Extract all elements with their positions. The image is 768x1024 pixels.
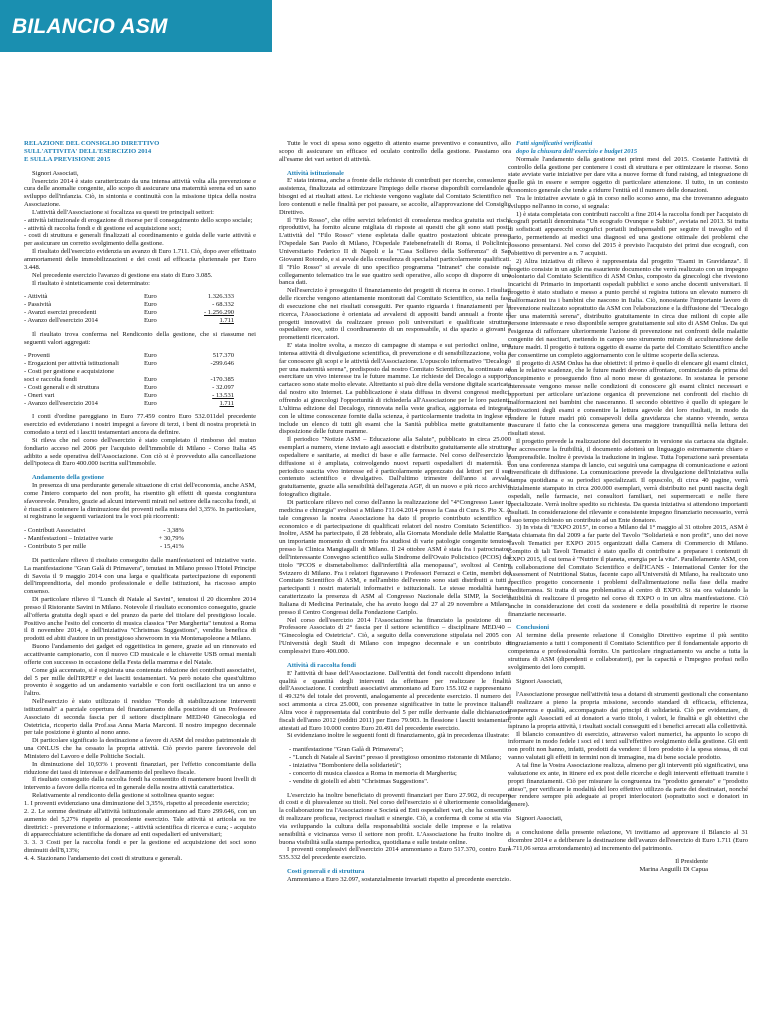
paragraph: Il bilancio consuntivo di esercizio, attraverso valori numerici, ha appunto lo scopo di informare in modo fedele i soci ed i terzi sull'effettivo svolgimento della gestione. Gli enti non profit non hanno, infatti, prodotti da vendere: il loro prodotto è la spesa stessa, di cui vanno valutati gli effetti in termini non di immagine, ma di bene sociale prodotto. [508, 730, 748, 762]
signature-title: Il Presidente [675, 858, 708, 866]
paragraph: Il "Filo Rosso", che offre servizi telefonici di consulenza medica gratuita sui rischi riproduttivi, ha fornito alcune migliaia di risposte ai quesiti che gli sono stati posti. L'attività del "Filo Rosso" viene espletata dalle quattro postazioni ubicate presso l'Ospedale San Paolo di Milano, l'Ospedale Fatebenefratelli di Roma, il Policlinico Universitario Federico II di Napoli e la "Casa Sollievo della Sofferenza" di San Giovanni Rotondo, e si avvale della consulenza di specialisti particolarmente qualificati. Il "Filo Rosso" si avvale di uno specifico programma "Intranet" che consiste nel collegamento telematico tra le sue quattro sedi operative, allo scopo di disporre di una banca dati. [279, 216, 511, 287]
table-row: - Erogazioni per attività istituzionali Euro -299.646 [24, 360, 234, 368]
paragraph: Ammontano a Euro 32.097, sostanzialmente invariati rispetto al precedente esercizio. [287, 875, 511, 883]
section-heading: Conclusioni [516, 624, 550, 632]
table-row: - Attività Euro 1.326.333 [24, 293, 234, 301]
table-row: - Costi generali e di struttura Euro - 32.097 [24, 383, 234, 391]
paragraph: - costi di struttura e generali finalizzati al coordinamento e guida delle varie attività e per assicurare un corretto svolgimento della gestione. [24, 232, 256, 248]
paragraph: Normale l'andamento della gestione nei primi mesi del 2015. Costante l'attività di controllo della gestione per contenere i costi di struttura e per ottimizzare le risorse. Sono state avviate varie iniziative per dare vita a nuove forme di fund raising, ad integrazione di quelle già in essere e sempre oggetto di particolare attenzione. Il tutto, in un contesto economico generale che tende a ridurre l'entità ed il numero delle donazioni. [508, 155, 748, 195]
table-row: - Avanzi esercizi precedenti Euro - 1.256.290 [24, 309, 234, 317]
result-table [24, 293, 234, 324]
table-row: - Proventi Euro 517.370 [24, 352, 234, 360]
paragraph: E' l'attività di base dell'Associazione. Dall'entità dei fondi raccolti dipendono infatti qualità e quantità degli interventi da effettuare per realizzare le finalità dell'Associazione. I contributi associativi ammontano ad Euro 155.102 e rappresentano il 49.32% del totale dei proventi, analogamente al precedente esercizio. Il numero dei soci ammonta a circa 25.000, con presenze significative in tutte le province italiane. Altra voce è rappresentata dal contributo del 5 per mille derivante dalle dichiarazioni fiscali dell'anno 2012 (redditi 2011) per Euro 79.903. In flessione i lasciti testamentari, attestati ad Euro 10.000 contro Euro 20.491 del precedente esercizio. [279, 669, 511, 732]
paragraph: Nel precedente esercizio l'avanzo di gestione era stato di Euro 3.085. [32, 271, 213, 279]
section-heading: dopo la chiusura dell'esercizio e budget 2015 [516, 147, 638, 155]
greeting: Signori Associati, [516, 677, 563, 685]
greeting: Signori Associati, [32, 169, 79, 177]
section-heading: Costi generali e di struttura [287, 868, 365, 876]
paragraph: Nel corso dell'esercizio 2014 l'Associazione ha finanziato la posizione di un Professore Associato di 2° fascia per il settore scientifico – disciplinare MED/40 – "Ginecologia ed Ostetricia". Ciò, a seguito della convenzione stipulata nel 2005 con l'Università degli Studi di Milano con impegno decennale e un contributo di complessivi Euro 400.000. [279, 616, 511, 655]
paragraph: Relativamente al rendiconto della gestione si sottolinea quanto segue: [32, 792, 215, 800]
table-row: - Passività Euro - 68.332 [24, 301, 234, 309]
paragraph: In presenza di una perdurante generale situazione di crisi dell'economia, anche ASM, come l'intero comparto del non profit, ha risentito gli effetti di questa congiuntura sfavorevole. Peraltro, grazie ad alcuni interventi mirati nel settore della raccolta fondi, si è riusciti a contenere la diminuzione dei proventi nella misura del 3,35%. In particolare, si registrano le seguenti variazioni tra le voci più ricorrenti: [24, 482, 256, 521]
paragraph: In diminuzione del 10,93% i proventi finanziari, per l'effetto concomitante della riduzione dei tassi di interesse e dell'aumento del prelievo fiscale. [24, 760, 256, 776]
paragraph: Il progetto prevede la realizzazione del documento in versione sia cartacea sia digitale. Per accrescerne la fruibilità, il documento adotterà un linguaggio estremamente chiaro e comprensibile. Inoltre è prevista la traduzione in inglese. Tutta l'operazione sarà presentata con una conferenza stampa di lancio, cui seguirà una campagna di comunicazione e azioni diversificate di diffusione. La comunicazione prevede la divulgazione dell'iniziativa sulla stampa quotidiana e su periodici specializzati. Il opuscolo, di circa 40 pagine, verrà inizialmente stampato in circa 200.000 esemplari, verrà distribuito nei punti nascita degli ospedali, nelle farmacie, nei consultori familiari, nei supermercati e nelle fiere specializzate. Verrà inoltre spedito su richiesta. Da questa iniziativa si attendono importanti risultati. In considerazione del rilevante e consistente impegno finanziario necessario, verrà a suo tempo richiesto un contributo ad un Ente donatore. [508, 438, 748, 524]
paragraph: Il risultato dell'esercizio evidenzia un avanzo di Euro 1.711. Ciò, dopo aver effettuato ammortamenti delle immobilizzazioni e dei costi ad efficacia pluriennale per Euro 3.448. [24, 248, 256, 271]
paragraph: L'esercizio ha inoltre beneficiato di proventi finanziari per Euro 27.902, di recupero di costi e di plusvalenze su titoli. Nel corso dell'esercizio si è ulteriormente consolidata la collaborazione tra l'Associazione e Società ed Enti ospedalieri vari, che ha consentito di realizzare proficua, reciproci risultati e sinergie. Ciò, a conferma di come si stia via via sviluppando la cultura della responsabilità sociale delle imprese e la relativa sensibilità e vicinanza verso il settore non profit. L'Associazione ha fruito inoltre di buona visibilità sulla stampa periodica, quotidiana e sulle testate online. [279, 791, 511, 846]
list-item: - vendite di gioielli ed abiti "Christmas Suggestions". [289, 778, 511, 786]
column-1 [24, 140, 256, 863]
paragraph: - attività di raccolta fondi e di gestione ed acquisizione soci; [24, 224, 182, 232]
paragraph: Il progetto di ASM Onlus ha due obiettivi: il primo è quello di elencare gli esami clinici, con le relative scadenze, che le future madri devono affrontare, cominciando da prima del concepimento e proseguendo fino al nono mese di gestazione. In sostanza le persone interessate vengono messe nelle condizioni di conoscere gli esami clinici necessari e opportuni per articolare un'azione organica di prevenzione nei confronti del rischio di malformazioni nei bambini che nasceranno. Il secondo obiettivo è quello di spiegare le motivazioni degli esami e consentire la lettura agevole dei loro risultati, in modo da rendere le future madri più consapevoli della gravidanza che stanno vivendo, senza trascurare il fatto che la conoscenza genera una maggiore tranquillità nella lettura dei risultati stessi. [508, 359, 748, 438]
list-item: 3. 3. 3 Costi per la raccolta fondi e per la gestione ed acquisizione dei soci sono diminuiti dell'8,13%; [24, 839, 256, 855]
table-row: - Avanzo dell'esercizio 2014 Euro 1.711 [24, 399, 234, 407]
paragraph: Di particolare rilievo il "Lunch di Natale al Savini", tenutosi il 20 dicembre 2014 presso il Ristorante Savini in Milano. Notevole il risultato economico conseguito, grazie all'offerta gratuita degli spazi e del pranzo da parte del titolare del prestigioso locale. Positivo anche l'esito del concerto di musica classica "Per Margherita" tenutosi a Roma il 8 novembre 2014, e dell'iniziativa "Christmas Suggestions", vendita benefica di prodotti ed abiti d'autore in un prestigioso showroom in via Montenapoleone a Milano. [24, 596, 256, 643]
paragraph: E' stata inoltre svolta, a mezzo di campagne di stampa e sui periodici online, una intensa attività di divulgazione scientifica, di prevenzione e di sensibilizzazione, volta a far conoscere gli scopi e le attività dell'Associazione. L'opuscolo informativo "Decalogo per una maternità serena", predisposto dal nostro Comitato Scientifico, ha continuato ad esercitare un vivo interesse tra le future mamme. Le richieste del Decalogo a supporto cartaceo sono state molto elevate. Altrettanto si può dire della versione digitale scaricata dal nostro sito Internet. La pubblicazione è stata diffusa in diversi congressi medici, offrendo ai ginecologi l'opportunità di richiederla all'Associazione per le loro pazienti. L'ultima edizione del Decalogo, rinnovata nella veste grafica, aggiornata ed integrata con le ultime conoscenze fornite dalla scienza, è particolarmente tradotta in inglese ed include un elenco di tutti gli esami che la Sanità pubblica mette gratuitamente a disposizione delle future mamme. [279, 342, 511, 436]
title-banner [0, 0, 272, 52]
paragraph: Nell'esercizio è proseguito il finanziamento dei progetti di ricerca in corso. I risultati delle ricerche vengono attentamente monitorati dal Comitato Scientifico, sia nella fase di esecuzione che nei risultati conseguiti. Per quanto riguarda i finanziamenti per la ricerca, l'Associazione è orientata ad avvalersi di appositi bandi annuali a fronte di progetti innovativi da realizzare presso poli universitari e qualificate strutture ospedaliere ove, sotto il coordinamento di un responsabile, si dia spazio a giovani e promettenti ricercatori. [279, 287, 511, 342]
paragraph: Il risultato conseguito dalla raccolta fondi ha consentito di mantenere buoni livelli di intervento a favore della ricerca ed in generale della nostra attività caratteristica. [24, 776, 256, 792]
section-heading: Attività istituzionale [287, 169, 344, 177]
list-item: - concerto di musica classica a Roma in memoria di Margherita; [289, 770, 511, 778]
paragraph: Il periodico "Notizie ASM – Educazione alla Salute", pubblicato in circa 25.000 esemplari a numero, viene inviato agli associati e distribuito gratuitamente alle strutture ospedaliere e sanitarie, ai medici di base e alle farmacie. Nel corso dell'esercizio la diffusione si è ampliata, coinvolgendo nuovi reparti ospedalieri di maternità. Il periodico suscita vivo interesse ed è particolarmente apprezzato dai lettori per il suo contenuto scientifico e divulgativo. Dall'ultimo trimestre dell'anno si avvale, gratuitamente, grazie alla sensibilità dell'agenzia AGF, di un nuovo e più ricco archivio fotografico digitale. [279, 436, 511, 499]
table-row: - Contributo 5 per mille - 15,41% [24, 543, 184, 550]
table-row: soci e raccolta fondi Euro -170.385 [24, 375, 234, 383]
paragraph: I proventi complessivi dell'esercizio 2014 ammontano a Euro 517.370, contro Euro 535.332 del precedente esercizio. [279, 846, 511, 862]
list-item: 1. I proventi evidenziano una diminuzione del 3,35%, rispetto al precedente esercizio; [24, 800, 250, 807]
table-row: - Oneri vari Euro - 13.531 [24, 391, 234, 399]
paragraph: Come già accennato, si è registrata una contenuta riduzione dei contributi associativi, del 5 per mille dell'IRPEF e dei lasciti testamentari. Va però notato che quest'ultimo provento è soggetto ad un andamento variabile e con forti oscillazioni tra un anno e l'altro. [24, 666, 256, 698]
page-title: BILANCIO ASM [12, 15, 168, 38]
paragraph: Si evidenziano inoltre le seguenti fonti di finanziamento, già in precedenza illustrate: [287, 732, 510, 740]
table-row: - Costi per gestione e acquisizione [24, 368, 114, 376]
list-item: - manifestazione "Gran Galà di Primavera"; [289, 746, 511, 754]
paragraph: Al termine della presente relazione il Consiglio Direttivo esprime il più sentito ringraziamento a tutti i componenti il Comitato Scientifico per il fondamentale apporto di competenza e professionalità fornito. Un particolare ringraziamento va anche a tutta la struttura di ASM (dipendenti e collaboratori), per la capacità e l'impegno profusi nello svolgimento dei loro compiti. [508, 632, 748, 671]
paragraph: Tutte le voci di spesa sono oggetto di attento esame preventivo e consuntivo, allo scopo di assicurare un efficace ed oculato controllo della gestione. Passiamo ora all'esame dei vari settori di attività. [279, 140, 511, 163]
paragraph: l'esercizio 2014 è stato caratterizzato da una intensa attività volta alla prevenzione e cura delle anomalie congenite, allo scopo di assicurare una maternità serena ed un sano sviluppo dell'infanzia. Ciò, in sintonia e continuità con la missione tipica della nostra Associazione. [24, 177, 256, 209]
variation-table [24, 527, 184, 551]
fundraising-list [279, 746, 511, 785]
paragraph: I conti d'ordine pareggiano in Euro 77.459 contro Euro 532.011del precedente esercizio ed evidenziano i nostri impegni a favore di terzi, i beni di nostra proprietà in comodato a terzi ed i lasciti testamentari ancora da definire. [24, 413, 256, 437]
column-3 [508, 140, 748, 874]
paragraph: l'Associazione prosegue nell'attività tesa a dotarsi di strumenti gestionali che consentano di realizzare a pieno la propria missione, secondo standard di efficacia, efficienza, trasparenza e qualità, accompagnato dai principi di solidarietà. Ciò per evidenziare, di fronte agli Associati ed ai donatori a vario titolo, i valori, le finalità e gli obiettivi che ispirano la propria attività, i risultati sociali conseguiti ed i benefici arrecati alla collettività. [508, 691, 748, 730]
paragraph: 3) In vista di "EXPO 2015", in corso a Milano dal 1° maggio al 31 ottobre 2015, ASM è stata chiamata fin dal 2009 a far parte del Tavolo "Solidarietà e non profit", uno dei nove Tavoli Tematici per EXPO 2015 organizzati dalla Camera di Commercio di Milano. Compito di tali Tavoli Tematici è stato quello di contribuire a preparare i contenuti di EXPO 2015, il cui tema è "Nutrire il pianeta, energia per la vita". Parallelamente ASM, con la collaborazione del Comitato Scientifico e dell'ICANS - International Center for the Assessment of Nutritional Status, facente capo all'Università di Milano, ha realizzato uno specifico progetto concernente i problemi dell'alimentazione nella fase della madre mediterranea. Si tratta di una problematica al centro di EXPO. Si sta ora valutando la fattibilità di realizzare il progetto nel corso di EXPO o in un altra manifestazione. Ciò anche in considerazione dei costi da sostenere e della possibilità di reperire le risorse finanziarie necessarie. [508, 524, 748, 618]
report-heading: RELAZIONE DEL CONSIGLIO DIRETTIVO SULL'ATTIVITA' DELL'ESERCIZIO 2014 E SULLA PREVISIONE 2015 [24, 140, 160, 163]
paragraph: Si rileva che nel corso dell'esercizio è stato completato il rimborso del mutuo fondiario acceso nel 2006 per l'acquisto dell'immobile di Milano - Corso Italia 45 adibito a sede operativa dell'Associazione. Con ciò si è provveduto alla cancellazione dell'ipoteca di Euro 400.000 iscritta sull'immobile. [24, 436, 256, 468]
paragraph: a conclusione della presente relazione, Vi invitiamo ad approvare il Bilancio al 31 dicembre 2014 e a deliberare la destinazione dell'avanzo dell'esercizio di Euro 1.711 (Euro 1.711,06 senza arrotondamento) ad incremento del patrimonio. [508, 828, 748, 852]
paragraph: 2) Altra iniziativa di rilievo è rappresentata dal progetto "Esami in Gravidanza". Il progetto consiste in un agile ma esauriente documento che verrà realizzato con un impegno volontario dal Comitato Scientifico di ASM Onlus, composto da ginecologi che rivestono incarichi di Primario in importanti ospedali pubblici e sono anche docenti universitari. Il progetto è stato studiato e messo a punto perché si registra tuttora un elevato numero di malformazioni tra i bambini che nascono in Italia. Ciò, nonostante l'importante lavoro di prevenzione realizzato soprattutto da ASM con l'elaborazione e la diffusione del "Decalogo per una maternità serena", distribuito gratuitamente in circa due milioni di copie alle persone interessate e reso disponibile sempre gratuitamente sul sito di ASM Onlus. Da qui l'esigenza di rafforzare ulteriormente l'azione di prevenzione nei confronti delle malattie congenite dei nascituri, mettendo in campo uno strumento mirato di acculturazione delle future madri. Il progetto è tuttora oggetto di esame da parte del Comitato Scientifico anche per consentirne un completo aggiornamento con le ultime scoperte della scienza. [508, 257, 748, 359]
greeting: Signori Associati, [516, 815, 563, 823]
aggregate-table [24, 352, 234, 407]
paragraph: Di particolare rilievo nel corso dell'anno la realizzazione del "4°Congresso Laser in medicina e chirurgia" svoltosi a Milano l'11.04.2014 presso la Casa di Cura S. Pio X. A tale congresso la nostra Associazione ha dato il proprio contributo scientifico ed economico e di partecipazione di qualificati relatori del nostro Comitato Scientifico. Inoltre, ASM ha partecipato, il 28 febbraio, alla Giornata Mondiale delle Malattie Rare, un importante momento di confronto fra studiosi di varie patologie congenite tenutosi presso la Clinica Mangiagalli di Milano. Il 24 ottobre ASM è stata fra i patrocinatori dell'interessante Convegno scientifico sulla Sindrome dell'Ovaio Policistico (PCOS) dal titolo "PCOS e dismetabolismo: dall'infertilità alla menopausa", svoltosi al Centro Svizzero di Milano. Fra i relatori figuravano i Professori Ferrazzi e Cetin, membri del Comitato Scientifico di ASM, e nell'ambito dell'evento sono stati distribuiti a tutti i partecipanti i nostri materiali informativi e istituzionali. Le stesse modalità hanno caratterizzato la presenza di ASM al Congresso Nazionale della SIMP, la Società Italiana di Medicina Perinatale, che ha avuto luogo dal 27 al 29 novembre a Milano, presso il Centro Congressi della Fondazione Cariplo. [279, 498, 511, 616]
paragraph: A tal fine la Vostra Associazione realizza, almeno per gli interventi più significativi, una valutazione ex ante, in itinere ed ex post delle ricerche e degli interventi effettuati tramite i propri finanziamenti. Ciò per misurare la congruenza tra "prodotto generato" e "prodotto atteso", per verificare le modalità del loro effettivo utilizzo da parte dei destinatari, nonché per rendere sempre più adeguate ai propri interlocutori (soprattutto soci e donatori in genere). [508, 761, 748, 809]
paragraph: L'attività dell'Associazione si focalizza su questi tre principali settori: [32, 208, 214, 216]
paragraph: E' stata intensa, anche a fronte delle richieste di contributi per ricerche, consulenze e assistenza, finalizzata ad ottimizzare l'impiego delle risorse disponibili correlandole ai bisogni ed ai risultati attesi. Le richieste vengono vagliate dal Comitato Scientifico nei loro contenuti e nelle finalità per poi passare, se accolte, all'approvazione del Consiglio Direttivo. [279, 177, 511, 216]
paragraph: Di particolare rilievo il risultato conseguito dalle manifestazioni ed iniziative varie. La manifestazione "Gran Galà di Primavera", tenutasi in Milano presso l'Hotel Principe di Savoia il 9 maggio 2014 con una larga e qualificata partecipazione di esponenti dell'imprenditoria, del mondo professionale e delle istituzioni, ha riscosso ampio consenso. [24, 556, 256, 596]
paragraph: Il risultato è sinteticamente così determinato: [32, 279, 150, 287]
section-heading: Fatti significativi verificatisi [516, 140, 593, 147]
section-heading: Andamento della gestione [32, 474, 105, 482]
paragraph: 1) è stata completata con contributi raccolti a fine 2014 la raccolta fondi per l'acquisto di ecografi portatili denominata "Un ecografo Ovunque e Subito", avviata nel 2013. Si tratta di sofisticati apparecchi ecografici portatili indispensabili per seguire il travaglio ed il parto, permettendo ai medici una diagnosi ed una gestione ottimale dei problemi che possono presentarsi. Nel corso del 2015 è previsto l'acquisto dei primi due ecografi, con l'obiettivo di pervenire a n. 7 acquisti. [508, 210, 748, 257]
section-heading: Attività di raccolta fondi [287, 661, 356, 669]
paragraph: Di particolare significato la destinazione a favore di ASM del residuo patrimoniale di una ONLUS che ha cessato la propria attività. Ciò previo parere favorevole del Ministero del Lavoro e delle Politiche Sociali. [24, 737, 256, 760]
paragraph: Nell'esercizio è stato utilizzato il residuo "Fondo di stabilizzazione interventi istituzionali" a parziale copertura del finanziamento della posizione di un Professore Associato di seconda fascia per il settore disciplinare MED/40 Ginecologia ed Ostetricia, ricoperto dalla Prof.ssa Anna Maria Marconi. Il nostro impegno decennale per tale posizione è giunto al nono anno. [24, 698, 256, 737]
list-item: - "Lunch di Natale al Savini" presso il prestigioso omonimo ristorante di Milano; [289, 754, 511, 762]
table-row: - Avanzo dell'esercizio 2014 Euro 1.711 [24, 316, 234, 324]
paragraph: Il risultato trova conferma nel Rendiconto della gestione, che si riassume nei seguenti valori aggregati: [24, 330, 256, 346]
list-item: 4. 4. Stazionano l'andamento dei costi di struttura e generali. [24, 854, 183, 862]
list-item: - iniziativa "Bomboniere della solidarietà"; [289, 762, 511, 770]
paragraph: Tra le iniziative avviate o già in corso nello scorso anno, ma che troveranno adeguato sviluppo nell'anno in corso, si segnala: [508, 194, 748, 210]
paragraph: Buono l'andamento dei gadget ed oggettistica in genere, grazie ad un rinnovato ed accattivante campionario, con il nuovo CD musicale e le chiavette USB ormai mentali offerte con successo in occasione della Festa della mamma e del Natale. [24, 643, 256, 666]
list-item: 2. 2. Le somme destinate all'attività istituzionale ammontano ad Euro 299.646, con un aumento del 5,27% rispetto al precedente esercizio. Tale attività si articola su tre direttrici: - prevenzione e informazione; - attività scientifica di ricerca e cura; - acquisto di apparecchiature scientifiche da donare ad enti ospedalieri ed universitari; [24, 807, 256, 839]
column-2 [279, 140, 511, 884]
paragraph: - attività istituzionale di erogazione di risorse per il conseguimento dello scopo sociale; [24, 216, 253, 224]
table-row: - Contributi Associativi - 3,38% [24, 527, 184, 535]
signature-name: Marina Anguilli Di Capua [639, 866, 708, 874]
table-row: - Manifestazioni – Iniziative varie + 30,79% [24, 535, 184, 543]
